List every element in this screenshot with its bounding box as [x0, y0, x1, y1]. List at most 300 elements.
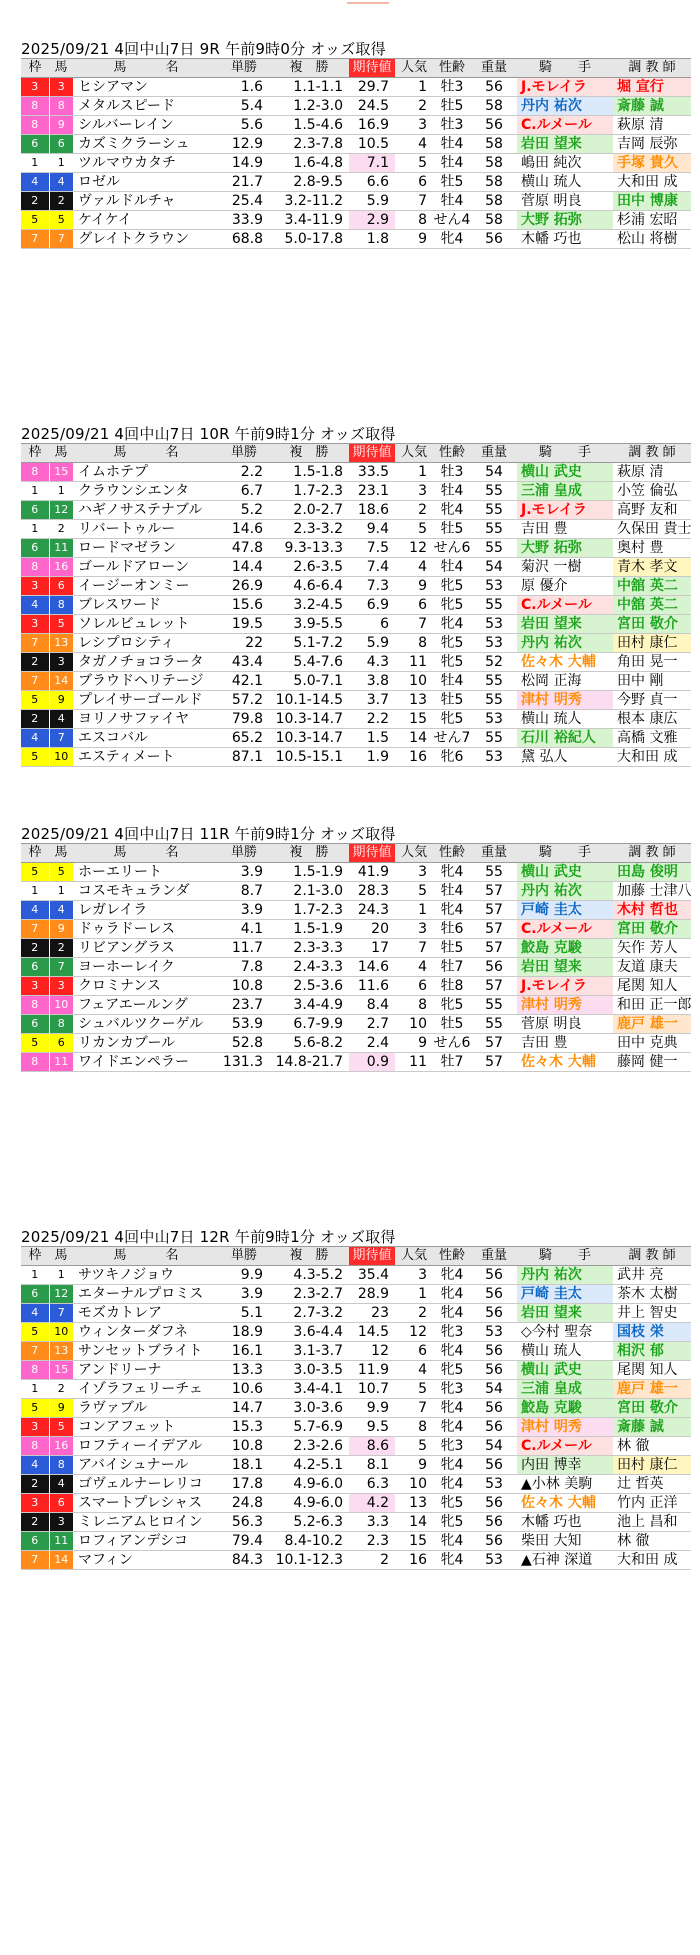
- expected-value: 9.4: [349, 520, 395, 539]
- horse-row[interactable]: [21, 1323, 691, 1342]
- horse-row[interactable]: [21, 1361, 691, 1380]
- horse-number: 7: [49, 958, 73, 977]
- jockey-name[interactable]: ▲石神 深道: [517, 1551, 613, 1570]
- expected-value: 7.3: [349, 577, 395, 596]
- horse-name[interactable]: マフィン: [73, 1551, 219, 1570]
- header-trainer: 調 教 師: [613, 844, 691, 863]
- trainer-name[interactable]: 手塚 貴久: [613, 154, 691, 173]
- jockey-name[interactable]: J.モレイラ: [517, 977, 613, 996]
- place-odds: 3.1-3.7: [269, 1342, 349, 1361]
- horse-row[interactable]: [21, 577, 691, 596]
- horse-row[interactable]: [21, 154, 691, 173]
- weight: 54: [471, 1380, 517, 1399]
- horse-name[interactable]: シルバーレイン: [73, 116, 219, 135]
- jockey-name[interactable]: 横山 武史: [517, 1361, 613, 1380]
- trainer-name[interactable]: 今野 貞一: [613, 691, 691, 710]
- jockey-name[interactable]: 横山 武史: [517, 463, 613, 482]
- trainer-name[interactable]: 宮田 敬介: [613, 1399, 691, 1418]
- trainer-name[interactable]: 鹿戸 雄一: [613, 1380, 691, 1399]
- popularity: 9: [395, 1034, 433, 1053]
- horse-row[interactable]: [21, 1285, 691, 1304]
- win-odds: 65.2: [219, 729, 269, 748]
- jockey-name[interactable]: 原 優介: [517, 577, 613, 596]
- jockey-name[interactable]: 吉田 豊: [517, 1034, 613, 1053]
- trainer-name[interactable]: 林 徹: [613, 1532, 691, 1551]
- trainer-name[interactable]: 加藤 士津八: [613, 882, 691, 901]
- trainer-name[interactable]: 宮田 敬介: [613, 615, 691, 634]
- place-odds: 2.7-3.2: [269, 1304, 349, 1323]
- popularity: 10: [395, 672, 433, 691]
- horse-name[interactable]: コンアフェット: [73, 1418, 219, 1437]
- trainer-name[interactable]: 堀 宣行: [613, 78, 691, 97]
- horse-name[interactable]: ホーエリート: [73, 863, 219, 882]
- horse-name[interactable]: エターナルプロミス: [73, 1285, 219, 1304]
- trainer-name[interactable]: 萩原 清: [613, 116, 691, 135]
- jockey-name[interactable]: 横山 琉人: [517, 1342, 613, 1361]
- expected-value: 23.1: [349, 482, 395, 501]
- weight: 58: [471, 192, 517, 211]
- header-trainer: 調 教 師: [613, 444, 691, 463]
- win-odds: 5.1: [219, 1304, 269, 1323]
- jockey-name[interactable]: C.ルメール: [517, 1437, 613, 1456]
- horse-row[interactable]: [21, 1266, 691, 1285]
- trainer-name[interactable]: 根本 康広: [613, 710, 691, 729]
- trainer-name[interactable]: 大和田 成: [613, 1551, 691, 1570]
- win-odds: 15.3: [219, 1418, 269, 1437]
- horse-name[interactable]: イムホテプ: [73, 463, 219, 482]
- horse-name[interactable]: ロゼル: [73, 173, 219, 192]
- jockey-name[interactable]: 菅原 明良: [517, 1015, 613, 1034]
- horse-row[interactable]: [21, 939, 691, 958]
- jockey-name[interactable]: 大野 拓弥: [517, 211, 613, 230]
- trainer-name[interactable]: 辻 哲英: [613, 1475, 691, 1494]
- horse-name[interactable]: アンドリーナ: [73, 1361, 219, 1380]
- header-fukusho: 複 勝: [269, 444, 349, 463]
- place-odds: 5.2-6.3: [269, 1513, 349, 1532]
- horse-name[interactable]: アバイシュナール: [73, 1456, 219, 1475]
- trainer-name[interactable]: 武井 亮: [613, 1266, 691, 1285]
- horse-number: 1: [49, 882, 73, 901]
- horse-row[interactable]: [21, 1342, 691, 1361]
- horse-name[interactable]: クロミナンス: [73, 977, 219, 996]
- horse-name[interactable]: ソレルビュレット: [73, 615, 219, 634]
- trainer-name[interactable]: 相沢 郁: [613, 1342, 691, 1361]
- waku-number: 3: [21, 977, 49, 996]
- horse-name[interactable]: ロードマゼラン: [73, 539, 219, 558]
- jockey-name[interactable]: 岩田 望来: [517, 615, 613, 634]
- waku-number: 4: [21, 901, 49, 920]
- waku-number: 2: [21, 939, 49, 958]
- sex-age: 牝4: [433, 1399, 471, 1418]
- horse-row[interactable]: [21, 1437, 691, 1456]
- horse-name[interactable]: ブレスワード: [73, 596, 219, 615]
- odds-table: [21, 443, 691, 767]
- trainer-name[interactable]: 松山 将樹: [613, 230, 691, 249]
- expected-value: 35.4: [349, 1266, 395, 1285]
- race-title: 2025/09/21 4回中山7日 11R 午前9時1分 オッズ取得: [21, 825, 396, 843]
- horse-row[interactable]: [21, 211, 691, 230]
- weight: 55: [471, 1015, 517, 1034]
- jockey-name[interactable]: 岩田 望来: [517, 1304, 613, 1323]
- jockey-name[interactable]: J.モレイラ: [517, 78, 613, 97]
- horse-row[interactable]: [21, 1380, 691, 1399]
- horse-row[interactable]: [21, 977, 691, 996]
- weight: 57: [471, 977, 517, 996]
- trainer-name[interactable]: 中舘 英二: [613, 577, 691, 596]
- horse-row[interactable]: [21, 135, 691, 154]
- horse-row[interactable]: [21, 748, 691, 767]
- win-odds: 57.2: [219, 691, 269, 710]
- horse-row[interactable]: [21, 672, 691, 691]
- horse-name[interactable]: リバートゥルー: [73, 520, 219, 539]
- trainer-name[interactable]: 矢作 芳人: [613, 939, 691, 958]
- horse-name[interactable]: ロフティーイデアル: [73, 1437, 219, 1456]
- trainer-name[interactable]: 田村 康仁: [613, 634, 691, 653]
- sex-age: 牝4: [433, 863, 471, 882]
- horse-row[interactable]: [21, 463, 691, 482]
- horse-row[interactable]: [21, 1494, 691, 1513]
- jockey-name[interactable]: 菅原 明良: [517, 192, 613, 211]
- trainer-name[interactable]: 鹿戸 雄一: [613, 1015, 691, 1034]
- horse-number: 5: [49, 615, 73, 634]
- trainer-name[interactable]: 池上 昌和: [613, 1513, 691, 1532]
- waku-number: 1: [21, 482, 49, 501]
- horse-number: 2: [49, 192, 73, 211]
- weight: 56: [471, 1399, 517, 1418]
- horse-row[interactable]: [21, 78, 691, 97]
- trainer-name[interactable]: 井上 智史: [613, 1304, 691, 1323]
- expected-value: 28.9: [349, 1285, 395, 1304]
- jockey-name[interactable]: C.ルメール: [517, 596, 613, 615]
- place-odds: 1.7-2.3: [269, 482, 349, 501]
- horse-name[interactable]: フェアエールング: [73, 996, 219, 1015]
- jockey-name[interactable]: 嶋田 純次: [517, 154, 613, 173]
- weight: 56: [471, 1304, 517, 1323]
- jockey-name[interactable]: 佐々木 大輔: [517, 653, 613, 672]
- sex-age: 牝4: [433, 615, 471, 634]
- jockey-name[interactable]: 木幡 巧也: [517, 230, 613, 249]
- win-odds: 25.4: [219, 192, 269, 211]
- jockey-name[interactable]: 三浦 皇成: [517, 1380, 613, 1399]
- jockey-name[interactable]: 黛 弘人: [517, 748, 613, 767]
- trainer-name[interactable]: 宮田 敬介: [613, 920, 691, 939]
- jockey-name[interactable]: C.ルメール: [517, 920, 613, 939]
- horse-row[interactable]: [21, 920, 691, 939]
- place-odds: 2.5-3.6: [269, 977, 349, 996]
- sex-age: 牝4: [433, 1475, 471, 1494]
- jockey-name[interactable]: 柴田 大知: [517, 1532, 613, 1551]
- trainer-name[interactable]: 国枝 栄: [613, 1323, 691, 1342]
- jockey-name[interactable]: 三浦 皇成: [517, 482, 613, 501]
- horse-row[interactable]: [21, 1418, 691, 1437]
- header-jockey: 騎 手: [517, 844, 613, 863]
- expected-value: 6.9: [349, 596, 395, 615]
- horse-name[interactable]: イゾラフェリーチェ: [73, 1380, 219, 1399]
- jockey-name[interactable]: 横山 武史: [517, 863, 613, 882]
- header-name: 馬 名: [73, 444, 219, 463]
- waku-number: 5: [21, 211, 49, 230]
- horse-row[interactable]: [21, 520, 691, 539]
- horse-number: 7: [49, 230, 73, 249]
- horse-name[interactable]: レシプロシティ: [73, 634, 219, 653]
- horse-number: 5: [49, 211, 73, 230]
- jockey-name[interactable]: 横山 琉人: [517, 710, 613, 729]
- expected-value: 2.3: [349, 1532, 395, 1551]
- horse-number: 11: [49, 1532, 73, 1551]
- trainer-name[interactable]: 田村 康仁: [613, 1456, 691, 1475]
- header-ninki: 人気: [395, 444, 433, 463]
- trainer-name[interactable]: 大和田 成: [613, 748, 691, 767]
- jockey-name[interactable]: 石川 裕紀人: [517, 729, 613, 748]
- trainer-name[interactable]: 大和田 成: [613, 173, 691, 192]
- horse-row[interactable]: [21, 1034, 691, 1053]
- jockey-name[interactable]: C.ルメール: [517, 116, 613, 135]
- horse-name[interactable]: エスコバル: [73, 729, 219, 748]
- win-odds: 79.4: [219, 1532, 269, 1551]
- horse-row[interactable]: [21, 230, 691, 249]
- win-odds: 87.1: [219, 748, 269, 767]
- trainer-name[interactable]: 茶木 太樹: [613, 1285, 691, 1304]
- horse-name[interactable]: ケイケイ: [73, 211, 219, 230]
- horse-row[interactable]: [21, 596, 691, 615]
- jockey-name[interactable]: 津村 明秀: [517, 996, 613, 1015]
- waku-number: 2: [21, 1513, 49, 1532]
- trainer-name[interactable]: 友道 康夫: [613, 958, 691, 977]
- horse-row[interactable]: [21, 863, 691, 882]
- trainer-name[interactable]: 杉浦 宏昭: [613, 211, 691, 230]
- win-odds: 14.7: [219, 1399, 269, 1418]
- table-header-row: [21, 444, 691, 463]
- horse-row[interactable]: [21, 539, 691, 558]
- jockey-name[interactable]: 吉田 豊: [517, 520, 613, 539]
- horse-name[interactable]: グレイトクラウン: [73, 230, 219, 249]
- horse-row[interactable]: [21, 192, 691, 211]
- horse-name[interactable]: ハギノサステナブル: [73, 501, 219, 520]
- horse-row[interactable]: [21, 501, 691, 520]
- horse-row[interactable]: [21, 97, 691, 116]
- trainer-name[interactable]: 小笠 倫弘: [613, 482, 691, 501]
- win-odds: 15.6: [219, 596, 269, 615]
- jockey-name[interactable]: 岩田 望来: [517, 958, 613, 977]
- jockey-name[interactable]: J.モレイラ: [517, 501, 613, 520]
- horse-name[interactable]: メタルスピード: [73, 97, 219, 116]
- jockey-name[interactable]: 津村 明秀: [517, 1418, 613, 1437]
- sex-age: 牡5: [433, 97, 471, 116]
- horse-name[interactable]: サツキノジョウ: [73, 1266, 219, 1285]
- horse-name[interactable]: コスモキュランダ: [73, 882, 219, 901]
- horse-number: 10: [49, 748, 73, 767]
- horse-number: 3: [49, 1513, 73, 1532]
- jockey-name[interactable]: 菊沢 一樹: [517, 558, 613, 577]
- horse-name[interactable]: レガレイラ: [73, 901, 219, 920]
- sex-age: 牝3: [433, 1323, 471, 1342]
- horse-row[interactable]: [21, 558, 691, 577]
- horse-name[interactable]: モズカトレア: [73, 1304, 219, 1323]
- trainer-name[interactable]: 田中 剛: [613, 672, 691, 691]
- horse-row[interactable]: [21, 1015, 691, 1034]
- horse-row[interactable]: [21, 482, 691, 501]
- horse-row[interactable]: [21, 1399, 691, 1418]
- trainer-name[interactable]: 斎藤 誠: [613, 97, 691, 116]
- horse-name[interactable]: ミレニアムヒロイン: [73, 1513, 219, 1532]
- place-odds: 9.3-13.3: [269, 539, 349, 558]
- horse-name[interactable]: ヨーホーレイク: [73, 958, 219, 977]
- popularity: 9: [395, 230, 433, 249]
- waku-number: 3: [21, 1494, 49, 1513]
- trainer-name[interactable]: 高橋 文雅: [613, 729, 691, 748]
- trainer-name[interactable]: 尾関 知人: [613, 977, 691, 996]
- popularity: 5: [395, 882, 433, 901]
- jockey-name[interactable]: 丹内 祐次: [517, 882, 613, 901]
- jockey-name[interactable]: 佐々木 大輔: [517, 1053, 613, 1072]
- trainer-name[interactable]: 田中 博康: [613, 192, 691, 211]
- horse-name[interactable]: ドゥラドーレス: [73, 920, 219, 939]
- horse-name[interactable]: カズミクラーシュ: [73, 135, 219, 154]
- win-odds: 18.9: [219, 1323, 269, 1342]
- horse-name[interactable]: ブラウドヘリテージ: [73, 672, 219, 691]
- horse-name[interactable]: ウィンターダフネ: [73, 1323, 219, 1342]
- horse-name[interactable]: ラヴァブル: [73, 1399, 219, 1418]
- jockey-name[interactable]: 戸崎 圭太: [517, 901, 613, 920]
- horse-row[interactable]: [21, 996, 691, 1015]
- horse-name[interactable]: シュバルツクーゲル: [73, 1015, 219, 1034]
- place-odds: 5.0-17.8: [269, 230, 349, 249]
- horse-name[interactable]: ロフィアンデシコ: [73, 1532, 219, 1551]
- trainer-name[interactable]: 萩原 清: [613, 463, 691, 482]
- jockey-name[interactable]: 松岡 正海: [517, 672, 613, 691]
- trainer-name[interactable]: 藤岡 健一: [613, 1053, 691, 1072]
- win-odds: 26.9: [219, 577, 269, 596]
- sex-age: 牝4: [433, 901, 471, 920]
- horse-row[interactable]: [21, 901, 691, 920]
- expected-value: 1.9: [349, 748, 395, 767]
- trainer-name[interactable]: 奥村 豊: [613, 539, 691, 558]
- trainer-name[interactable]: 和田 正一郎: [613, 996, 691, 1015]
- horse-name[interactable]: クラウンシエンタ: [73, 482, 219, 501]
- horse-name[interactable]: タガノチョコラータ: [73, 653, 219, 672]
- jockey-name[interactable]: 丹内 祐次: [517, 97, 613, 116]
- popularity: 8: [395, 211, 433, 230]
- horse-name[interactable]: ヒシアマン: [73, 78, 219, 97]
- horse-name[interactable]: ゴヴェルナーレリコ: [73, 1475, 219, 1494]
- horse-row[interactable]: [21, 958, 691, 977]
- weight: 53: [471, 710, 517, 729]
- horse-row[interactable]: [21, 1551, 691, 1570]
- trainer-name[interactable]: 竹内 正洋: [613, 1494, 691, 1513]
- jockey-name[interactable]: 丹内 祐次: [517, 1266, 613, 1285]
- horse-row[interactable]: [21, 1513, 691, 1532]
- header-tansho: 単勝: [219, 1247, 269, 1266]
- trainer-name[interactable]: 高野 友和: [613, 501, 691, 520]
- horse-name[interactable]: ツルマウカタチ: [73, 154, 219, 173]
- popularity: 3: [395, 116, 433, 135]
- trainer-name[interactable]: 田中 克典: [613, 1034, 691, 1053]
- jockey-name[interactable]: 鮫島 克駿: [517, 1399, 613, 1418]
- horse-name[interactable]: リビアングラス: [73, 939, 219, 958]
- sex-age: 牝3: [433, 1380, 471, 1399]
- jockey-name[interactable]: 岩田 望来: [517, 135, 613, 154]
- horse-name[interactable]: スマートプレシャス: [73, 1494, 219, 1513]
- trainer-name[interactable]: 吉岡 辰弥: [613, 135, 691, 154]
- horse-row[interactable]: [21, 1304, 691, 1323]
- horse-name[interactable]: エスティメート: [73, 748, 219, 767]
- trainer-name[interactable]: 木村 哲也: [613, 901, 691, 920]
- horse-row[interactable]: [21, 615, 691, 634]
- horse-name[interactable]: プレイサーゴールド: [73, 691, 219, 710]
- trainer-name[interactable]: 田島 俊明: [613, 863, 691, 882]
- win-odds: 11.7: [219, 939, 269, 958]
- sex-age: 牝4: [433, 1551, 471, 1570]
- jockey-name[interactable]: 丹内 祐次: [517, 634, 613, 653]
- win-odds: 131.3: [219, 1053, 269, 1072]
- trainer-name[interactable]: 斎藤 誠: [613, 1418, 691, 1437]
- jockey-name[interactable]: ▲小林 美駒: [517, 1475, 613, 1494]
- trainer-name[interactable]: 林 徹: [613, 1437, 691, 1456]
- horse-name[interactable]: リカンカブール: [73, 1034, 219, 1053]
- horse-row[interactable]: [21, 1532, 691, 1551]
- win-odds: 4.1: [219, 920, 269, 939]
- jockey-name[interactable]: 津村 明秀: [517, 691, 613, 710]
- trainer-name[interactable]: 中舘 英二: [613, 596, 691, 615]
- jockey-name[interactable]: 内田 博幸: [517, 1456, 613, 1475]
- horse-number: 5: [49, 863, 73, 882]
- horse-row[interactable]: [21, 634, 691, 653]
- horse-name[interactable]: イージーオンミー: [73, 577, 219, 596]
- jockey-name[interactable]: 鮫島 克駿: [517, 939, 613, 958]
- horse-row[interactable]: [21, 653, 691, 672]
- horse-row[interactable]: [21, 116, 691, 135]
- horse-name[interactable]: ゴールドアローン: [73, 558, 219, 577]
- horse-name[interactable]: サンセットブライト: [73, 1342, 219, 1361]
- horse-row[interactable]: [21, 1456, 691, 1475]
- sex-age: 牡4: [433, 482, 471, 501]
- horse-name[interactable]: ヨリノサファイヤ: [73, 710, 219, 729]
- sex-age: せん6: [433, 1035, 471, 1051]
- weight: 53: [471, 1475, 517, 1494]
- horse-row[interactable]: [21, 882, 691, 901]
- jockey-name[interactable]: 戸崎 圭太: [517, 1285, 613, 1304]
- horse-number: 15: [49, 1361, 73, 1380]
- trainer-name[interactable]: 青木 孝文: [613, 558, 691, 577]
- jockey-name[interactable]: 佐々木 大輔: [517, 1494, 613, 1513]
- jockey-name[interactable]: 横山 琉人: [517, 173, 613, 192]
- jockey-name[interactable]: 大野 拓弥: [517, 539, 613, 558]
- waku-number: 7: [21, 672, 49, 691]
- popularity: 3: [395, 1266, 433, 1285]
- horse-name[interactable]: ワイドエンペラー: [73, 1053, 219, 1072]
- horse-row[interactable]: [21, 1053, 691, 1072]
- place-odds: 10.5-15.1: [269, 748, 349, 767]
- horse-name[interactable]: ヴァルドルチャ: [73, 192, 219, 211]
- horse-row[interactable]: [21, 729, 691, 748]
- expected-value: 3.7: [349, 691, 395, 710]
- horse-row[interactable]: [21, 710, 691, 729]
- header-fukusho: 複 勝: [269, 844, 349, 863]
- horse-row[interactable]: [21, 173, 691, 192]
- trainer-name[interactable]: 久保田 貴士: [613, 520, 691, 539]
- sex-age: 牡4: [433, 558, 471, 577]
- sex-age: 牝4: [433, 230, 471, 249]
- jockey-name[interactable]: 木幡 巧也: [517, 1513, 613, 1532]
- expected-value: 12: [349, 1342, 395, 1361]
- trainer-name[interactable]: 角田 晃一: [613, 653, 691, 672]
- horse-row[interactable]: [21, 1475, 691, 1494]
- horse-number: 11: [49, 1053, 73, 1072]
- trainer-name[interactable]: 尾関 知人: [613, 1361, 691, 1380]
- horse-row[interactable]: [21, 691, 691, 710]
- jockey-name[interactable]: ◇今村 聖奈: [517, 1323, 613, 1342]
- place-odds: 3.9-5.5: [269, 615, 349, 634]
